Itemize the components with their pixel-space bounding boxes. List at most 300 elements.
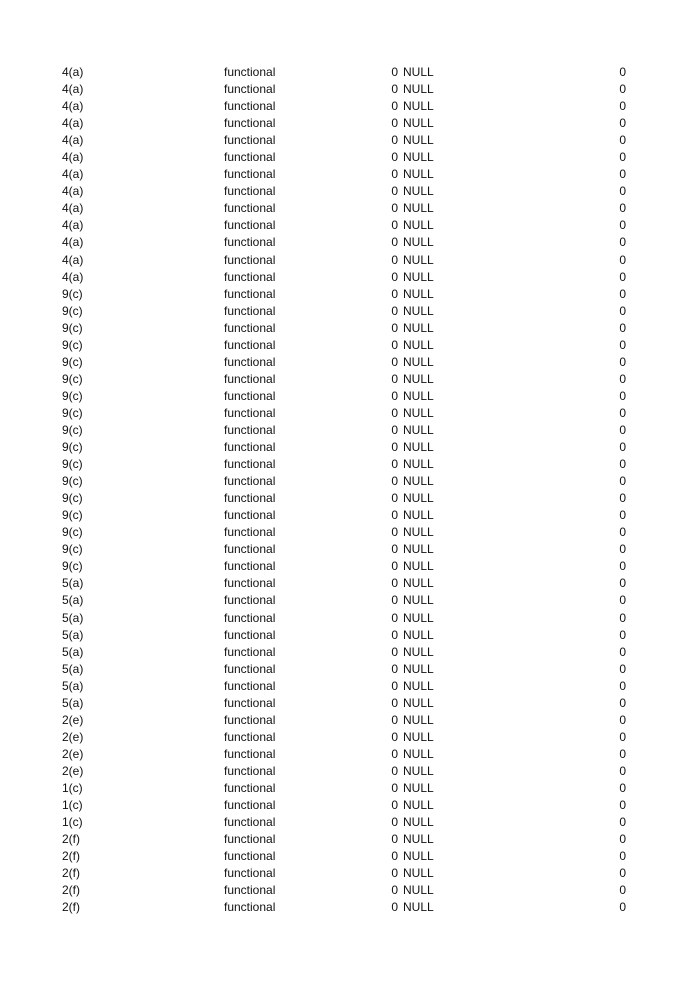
number-cell: 0 <box>391 746 398 761</box>
status-cell: NULL <box>403 286 434 301</box>
status-cell: NULL <box>403 525 434 540</box>
status-cell: NULL <box>403 559 434 574</box>
value-cell: 0 <box>619 712 626 727</box>
number-cell: 0 <box>391 371 398 386</box>
value-cell: 0 <box>619 252 626 267</box>
type-cell: functional <box>224 99 276 114</box>
status-cell: NULL <box>403 388 434 403</box>
table-row <box>0 405 700 422</box>
section-cell: 2(e) <box>62 763 84 778</box>
status-cell: NULL <box>403 763 434 778</box>
number-cell: 0 <box>391 269 398 284</box>
type-cell: functional <box>224 542 276 557</box>
section-cell: 9(c) <box>62 457 83 472</box>
status-cell: NULL <box>403 900 434 915</box>
type-cell: functional <box>224 371 276 386</box>
type-cell: functional <box>224 712 276 727</box>
status-cell: NULL <box>403 167 434 182</box>
value-cell: 0 <box>619 746 626 761</box>
value-cell: 0 <box>619 82 626 97</box>
type-cell: functional <box>224 184 276 199</box>
type-cell: functional <box>224 798 276 813</box>
value-cell: 0 <box>619 798 626 813</box>
number-cell: 0 <box>391 218 398 233</box>
number-cell: 0 <box>391 780 398 795</box>
section-cell: 4(a) <box>62 269 84 284</box>
number-cell: 0 <box>391 593 398 608</box>
value-cell: 0 <box>619 763 626 778</box>
number-cell: 0 <box>391 252 398 267</box>
status-cell: NULL <box>403 815 434 830</box>
table-row <box>0 558 700 575</box>
status-cell: NULL <box>403 320 434 335</box>
table-row <box>0 661 700 678</box>
value-cell: 0 <box>619 542 626 557</box>
value-cell: 0 <box>619 883 626 898</box>
table-row <box>0 490 700 507</box>
table-row <box>0 814 700 831</box>
value-cell: 0 <box>619 371 626 386</box>
value-cell: 0 <box>619 116 626 131</box>
status-cell: NULL <box>403 235 434 250</box>
type-cell: functional <box>224 337 276 352</box>
number-cell: 0 <box>391 457 398 472</box>
section-cell: 4(a) <box>62 252 84 267</box>
section-cell: 4(a) <box>62 133 84 148</box>
table-row <box>0 371 700 388</box>
table-row <box>0 712 700 729</box>
section-cell: 4(a) <box>62 99 84 114</box>
value-cell: 0 <box>619 866 626 881</box>
status-cell: NULL <box>403 218 434 233</box>
type-cell: functional <box>224 320 276 335</box>
value-cell: 0 <box>619 167 626 182</box>
type-cell: functional <box>224 508 276 523</box>
number-cell: 0 <box>391 883 398 898</box>
status-cell: NULL <box>403 678 434 693</box>
type-cell: functional <box>224 440 276 455</box>
number-cell: 0 <box>391 354 398 369</box>
status-cell: NULL <box>403 457 434 472</box>
type-cell: functional <box>224 201 276 216</box>
type-cell: functional <box>224 593 276 608</box>
number-cell: 0 <box>391 678 398 693</box>
section-cell: 9(c) <box>62 440 83 455</box>
number-cell: 0 <box>391 815 398 830</box>
table-row <box>0 763 700 780</box>
section-cell: 5(a) <box>62 610 84 625</box>
value-cell: 0 <box>619 65 626 79</box>
status-cell: NULL <box>403 133 434 148</box>
type-cell: functional <box>224 252 276 267</box>
section-cell: 2(e) <box>62 712 84 727</box>
value-cell: 0 <box>619 184 626 199</box>
status-cell: NULL <box>403 303 434 318</box>
type-cell: functional <box>224 354 276 369</box>
type-cell: functional <box>224 65 276 79</box>
table-row <box>0 592 700 609</box>
section-cell: 2(e) <box>62 729 84 744</box>
value-cell: 0 <box>619 269 626 284</box>
number-cell: 0 <box>391 900 398 915</box>
table-row <box>0 166 700 183</box>
section-cell: 9(c) <box>62 474 83 489</box>
value-cell: 0 <box>619 235 626 250</box>
status-cell: NULL <box>403 440 434 455</box>
table-row <box>0 303 700 320</box>
type-cell: functional <box>224 644 276 659</box>
number-cell: 0 <box>391 82 398 97</box>
table-row <box>0 524 700 541</box>
status-cell: NULL <box>403 610 434 625</box>
type-cell: functional <box>224 849 276 864</box>
section-cell: 9(c) <box>62 354 83 369</box>
type-cell: functional <box>224 780 276 795</box>
section-cell: 1(c) <box>62 815 83 830</box>
status-cell: NULL <box>403 866 434 881</box>
value-cell: 0 <box>619 508 626 523</box>
number-cell: 0 <box>391 235 398 250</box>
number-cell: 0 <box>391 695 398 710</box>
number-cell: 0 <box>391 286 398 301</box>
section-cell: 4(a) <box>62 184 84 199</box>
number-cell: 0 <box>391 559 398 574</box>
value-cell: 0 <box>619 900 626 915</box>
status-cell: NULL <box>403 405 434 420</box>
type-cell: functional <box>224 405 276 420</box>
section-cell: 1(c) <box>62 780 83 795</box>
table-row <box>0 337 700 354</box>
table-row <box>0 780 700 797</box>
value-cell: 0 <box>619 150 626 165</box>
status-cell: NULL <box>403 832 434 847</box>
status-cell: NULL <box>403 474 434 489</box>
type-cell: functional <box>224 576 276 591</box>
number-cell: 0 <box>391 832 398 847</box>
value-cell: 0 <box>619 491 626 506</box>
value-cell: 0 <box>619 661 626 676</box>
status-cell: NULL <box>403 729 434 744</box>
table-row <box>0 320 700 337</box>
status-cell: NULL <box>403 150 434 165</box>
type-cell: functional <box>224 610 276 625</box>
table-row <box>0 678 700 695</box>
type-cell: functional <box>224 133 276 148</box>
section-cell: 9(c) <box>62 559 83 574</box>
type-cell: functional <box>224 457 276 472</box>
number-cell: 0 <box>391 405 398 420</box>
table-row <box>0 132 700 149</box>
number-cell: 0 <box>391 422 398 437</box>
number-cell: 0 <box>391 627 398 642</box>
value-cell: 0 <box>619 286 626 301</box>
type-cell: functional <box>224 303 276 318</box>
status-cell: NULL <box>403 627 434 642</box>
value-cell: 0 <box>619 99 626 114</box>
number-cell: 0 <box>391 133 398 148</box>
value-cell: 0 <box>619 320 626 335</box>
table-row <box>0 797 700 814</box>
value-cell: 0 <box>619 576 626 591</box>
section-cell: 9(c) <box>62 303 83 318</box>
status-cell: NULL <box>403 99 434 114</box>
table-row <box>0 473 700 490</box>
number-cell: 0 <box>391 610 398 625</box>
section-cell: 5(a) <box>62 593 84 608</box>
type-cell: functional <box>224 235 276 250</box>
value-cell: 0 <box>619 337 626 352</box>
table-row <box>0 286 700 303</box>
number-cell: 0 <box>391 849 398 864</box>
type-cell: functional <box>224 474 276 489</box>
section-cell: 4(a) <box>62 150 84 165</box>
value-cell: 0 <box>619 218 626 233</box>
table-row <box>0 183 700 200</box>
section-cell: 9(c) <box>62 337 83 352</box>
section-cell: 4(a) <box>62 201 84 216</box>
value-cell: 0 <box>619 610 626 625</box>
status-cell: NULL <box>403 780 434 795</box>
section-cell: 4(a) <box>62 116 84 131</box>
number-cell: 0 <box>391 65 398 79</box>
number-cell: 0 <box>391 798 398 813</box>
status-cell: NULL <box>403 746 434 761</box>
status-cell: NULL <box>403 201 434 216</box>
table-row <box>0 269 700 286</box>
status-cell: NULL <box>403 337 434 352</box>
section-cell: 9(c) <box>62 286 83 301</box>
status-cell: NULL <box>403 883 434 898</box>
section-cell: 2(f) <box>62 900 80 915</box>
number-cell: 0 <box>391 201 398 216</box>
type-cell: functional <box>224 900 276 915</box>
status-cell: NULL <box>403 371 434 386</box>
table-row <box>0 456 700 473</box>
number-cell: 0 <box>391 184 398 199</box>
status-cell: NULL <box>403 65 434 79</box>
section-cell: 9(c) <box>62 525 83 540</box>
value-cell: 0 <box>619 303 626 318</box>
section-cell: 9(c) <box>62 388 83 403</box>
type-cell: functional <box>224 150 276 165</box>
table-row <box>0 899 700 916</box>
value-cell: 0 <box>619 559 626 574</box>
table-row <box>0 882 700 899</box>
value-cell: 0 <box>619 133 626 148</box>
table-row <box>0 695 700 712</box>
table-row <box>0 200 700 217</box>
value-cell: 0 <box>619 440 626 455</box>
type-cell: functional <box>224 286 276 301</box>
value-cell: 0 <box>619 729 626 744</box>
type-cell: functional <box>224 388 276 403</box>
section-cell: 4(a) <box>62 167 84 182</box>
table-row <box>0 848 700 865</box>
type-cell: functional <box>224 116 276 131</box>
number-cell: 0 <box>391 388 398 403</box>
value-cell: 0 <box>619 832 626 847</box>
table-row <box>0 541 700 558</box>
value-cell: 0 <box>619 627 626 642</box>
table-row <box>0 98 700 115</box>
number-cell: 0 <box>391 167 398 182</box>
status-cell: NULL <box>403 116 434 131</box>
value-cell: 0 <box>619 474 626 489</box>
type-cell: functional <box>224 883 276 898</box>
table-row <box>0 234 700 251</box>
number-cell: 0 <box>391 303 398 318</box>
type-cell: functional <box>224 627 276 642</box>
number-cell: 0 <box>391 150 398 165</box>
type-cell: functional <box>224 866 276 881</box>
table-row <box>0 610 700 627</box>
section-cell: 5(a) <box>62 627 84 642</box>
type-cell: functional <box>224 559 276 574</box>
section-cell: 9(c) <box>62 422 83 437</box>
status-cell: NULL <box>403 576 434 591</box>
number-cell: 0 <box>391 99 398 114</box>
section-cell: 9(c) <box>62 542 83 557</box>
section-cell: 4(a) <box>62 82 84 97</box>
number-cell: 0 <box>391 525 398 540</box>
table-row <box>0 627 700 644</box>
type-cell: functional <box>224 269 276 284</box>
table-row <box>0 865 700 882</box>
number-cell: 0 <box>391 320 398 335</box>
table-row <box>0 729 700 746</box>
value-cell: 0 <box>619 405 626 420</box>
table-row <box>0 439 700 456</box>
value-cell: 0 <box>619 849 626 864</box>
data-table <box>0 64 700 916</box>
number-cell: 0 <box>391 542 398 557</box>
number-cell: 0 <box>391 474 398 489</box>
section-cell: 2(f) <box>62 866 80 881</box>
value-cell: 0 <box>619 678 626 693</box>
table-row <box>0 149 700 166</box>
type-cell: functional <box>224 167 276 182</box>
value-cell: 0 <box>619 388 626 403</box>
section-cell: 9(c) <box>62 371 83 386</box>
section-cell: 2(f) <box>62 832 80 847</box>
section-cell: 2(e) <box>62 746 84 761</box>
type-cell: functional <box>224 678 276 693</box>
type-cell: functional <box>224 746 276 761</box>
table-row <box>0 507 700 524</box>
section-cell: 2(f) <box>62 883 80 898</box>
type-cell: functional <box>224 491 276 506</box>
value-cell: 0 <box>619 422 626 437</box>
type-cell: functional <box>224 82 276 97</box>
section-cell: 4(a) <box>62 218 84 233</box>
status-cell: NULL <box>403 798 434 813</box>
status-cell: NULL <box>403 712 434 727</box>
table-row <box>0 746 700 763</box>
number-cell: 0 <box>391 866 398 881</box>
status-cell: NULL <box>403 644 434 659</box>
table-row <box>0 422 700 439</box>
value-cell: 0 <box>619 593 626 608</box>
type-cell: functional <box>224 661 276 676</box>
number-cell: 0 <box>391 508 398 523</box>
section-cell: 9(c) <box>62 508 83 523</box>
status-cell: NULL <box>403 661 434 676</box>
type-cell: functional <box>224 422 276 437</box>
value-cell: 0 <box>619 201 626 216</box>
value-cell: 0 <box>619 695 626 710</box>
table-row <box>0 644 700 661</box>
section-cell: 5(a) <box>62 576 84 591</box>
status-cell: NULL <box>403 269 434 284</box>
table-row <box>0 252 700 269</box>
table-row <box>0 388 700 405</box>
section-cell: 9(c) <box>62 405 83 420</box>
type-cell: functional <box>224 815 276 830</box>
section-cell: 2(f) <box>62 849 80 864</box>
type-cell: functional <box>224 525 276 540</box>
status-cell: NULL <box>403 508 434 523</box>
status-cell: NULL <box>403 354 434 369</box>
type-cell: functional <box>224 695 276 710</box>
section-cell: 5(a) <box>62 661 84 676</box>
number-cell: 0 <box>391 440 398 455</box>
number-cell: 0 <box>391 644 398 659</box>
status-cell: NULL <box>403 849 434 864</box>
value-cell: 0 <box>619 525 626 540</box>
section-cell: 9(c) <box>62 320 83 335</box>
table-row <box>0 217 700 234</box>
section-cell: 5(a) <box>62 644 84 659</box>
value-cell: 0 <box>619 354 626 369</box>
table-row <box>0 831 700 848</box>
type-cell: functional <box>224 218 276 233</box>
table-row <box>0 575 700 592</box>
value-cell: 0 <box>619 780 626 795</box>
table-row <box>0 81 700 98</box>
status-cell: NULL <box>403 491 434 506</box>
value-cell: 0 <box>619 457 626 472</box>
table-row <box>0 64 700 81</box>
value-cell: 0 <box>619 644 626 659</box>
section-cell: 1(c) <box>62 798 83 813</box>
type-cell: functional <box>224 763 276 778</box>
number-cell: 0 <box>391 661 398 676</box>
number-cell: 0 <box>391 491 398 506</box>
number-cell: 0 <box>391 576 398 591</box>
section-cell: 5(a) <box>62 695 84 710</box>
section-cell: 9(c) <box>62 491 83 506</box>
status-cell: NULL <box>403 695 434 710</box>
status-cell: NULL <box>403 252 434 267</box>
status-cell: NULL <box>403 593 434 608</box>
value-cell: 0 <box>619 815 626 830</box>
table-row <box>0 115 700 132</box>
number-cell: 0 <box>391 763 398 778</box>
number-cell: 0 <box>391 337 398 352</box>
table-row <box>0 354 700 371</box>
status-cell: NULL <box>403 542 434 557</box>
type-cell: functional <box>224 729 276 744</box>
number-cell: 0 <box>391 729 398 744</box>
status-cell: NULL <box>403 82 434 97</box>
number-cell: 0 <box>391 712 398 727</box>
status-cell: NULL <box>403 184 434 199</box>
status-cell: NULL <box>403 422 434 437</box>
section-cell: 4(a) <box>62 65 84 79</box>
section-cell: 5(a) <box>62 678 84 693</box>
section-cell: 4(a) <box>62 235 84 250</box>
number-cell: 0 <box>391 116 398 131</box>
